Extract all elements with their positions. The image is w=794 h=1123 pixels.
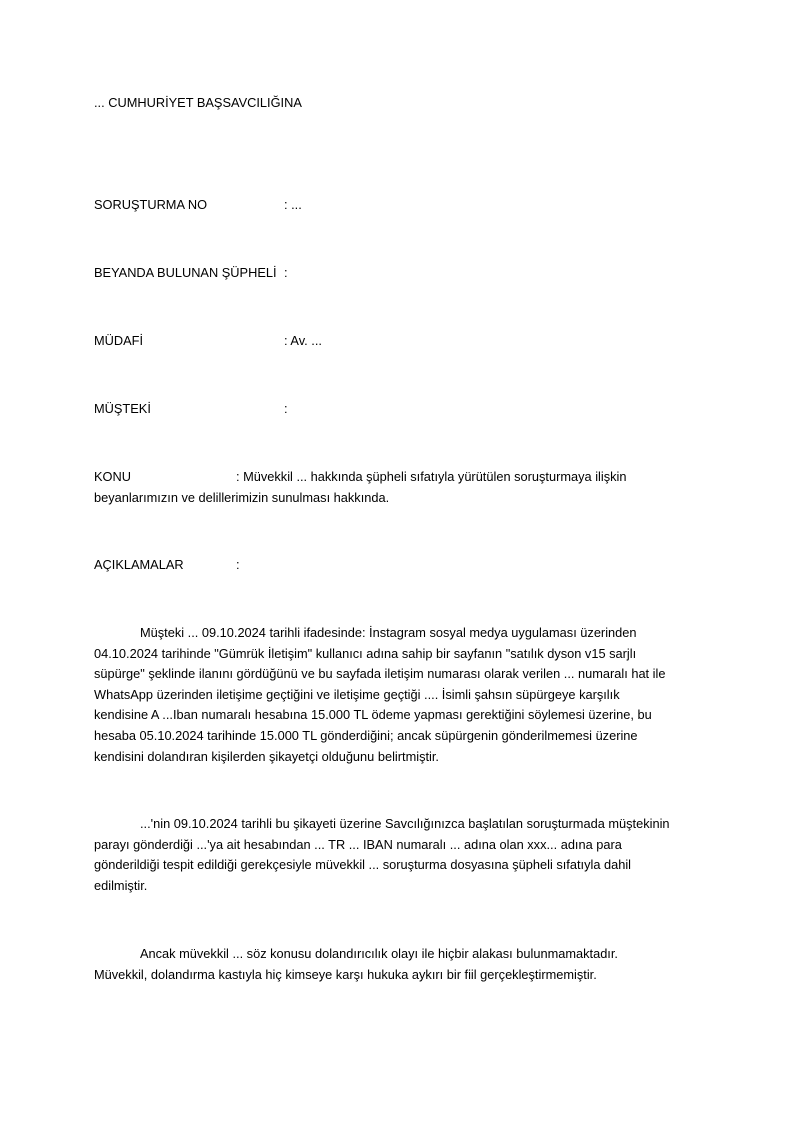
explanations-colon: : xyxy=(236,557,240,572)
subject-line-1: : Müvekkil ... hakkında şüpheli sıfatıyla yürütülen soruşturmaya ilişkin xyxy=(236,469,627,484)
complainant-label: MÜŞTEKİ xyxy=(94,401,151,416)
case-number-label: SORUŞTURMA NO xyxy=(94,197,208,212)
suspect-value: : xyxy=(284,265,288,280)
complainant-value: : xyxy=(284,401,288,416)
paragraph-complaint xyxy=(94,623,706,767)
paragraph-line: Müşteki ... 09.10.2024 tarihli ifadesinde: İnstagram sosyal medya uygulaması üzerinden xyxy=(140,625,637,640)
explanations-label: AÇIKLAMALAR xyxy=(94,557,184,572)
counsel-value: : Av. ... xyxy=(284,333,322,348)
paragraph-defense xyxy=(94,944,706,985)
paragraph-line: ...'nin 09.10.2024 tarihli bu şikayeti üzerine Savcılığınızca başlatılan soruşturmada müştekinin xyxy=(140,816,670,831)
document-title: ... CUMHURİYET BAŞSAVCILIĞINA xyxy=(94,95,302,110)
paragraph-line: süpürge" şeklinde ilanını gördüğünü ve bu sayfada iletişim numarası olarak verilen ... numaralı hat ile xyxy=(94,666,666,682)
counsel-label: MÜDAFİ xyxy=(94,333,144,348)
subject-line-2: beyanlarımızın ve delillerimizin sunulması hakkında. xyxy=(94,490,390,505)
paragraph-line: edilmiştir. xyxy=(94,877,148,893)
paragraph-line: 04.10.2024 tarihinde "Gümrük İletişim" kullanıcı adına sahip bir sayfanın "satılık dyson v15 sarjlı xyxy=(94,645,637,661)
suspect-label: BEYANDA BULUNAN ŞÜPHELİ xyxy=(94,265,277,280)
paragraph-line: kendisini dolandıran kişilerden şikayetçi olduğunu belirtmiştir. xyxy=(94,748,439,764)
paragraph-line: Ancak müvekkil ... söz konusu dolandırıcılık olayı ile hiçbir alakası bulunmamaktadır. xyxy=(140,946,618,961)
paragraph-line: kendisine A ...Iban numaralı hesabına 15.000 TL ödeme yapması gerektiğini söylemesi üzerine, bu xyxy=(94,707,652,723)
paragraph-line: Müvekkil, dolandırma kastıyla hiç kimseye karşı hukuka aykırı bir fiil gerçekleştirmemiştir. xyxy=(94,966,597,982)
paragraph-line: hesaba 05.10.2024 tarihinde 15.000 TL gönderdiğini; ancak süpürgenin gönderilmemesi üzerine xyxy=(94,727,638,743)
paragraph-line: gönderildiği tespit edildiği gerekçesiyle müvekkil ... soruşturma dosyasına şüpheli sıfatıyla dahil xyxy=(94,857,632,873)
paragraph-line: parayı gönderdiği ...'ya ait hesabından ... TR ... IBAN numaralı ... adına olan xxx... adına para xyxy=(94,836,622,852)
case-number-value: : ... xyxy=(284,197,302,212)
paragraph-investigation xyxy=(94,814,706,896)
paragraph-line: WhatsApp üzerinden iletişime geçtiğini ve iletişime geçtiği .... İsimli şahsın süpürgeye karşılık xyxy=(94,686,620,702)
subject-label: KONU xyxy=(94,469,131,484)
